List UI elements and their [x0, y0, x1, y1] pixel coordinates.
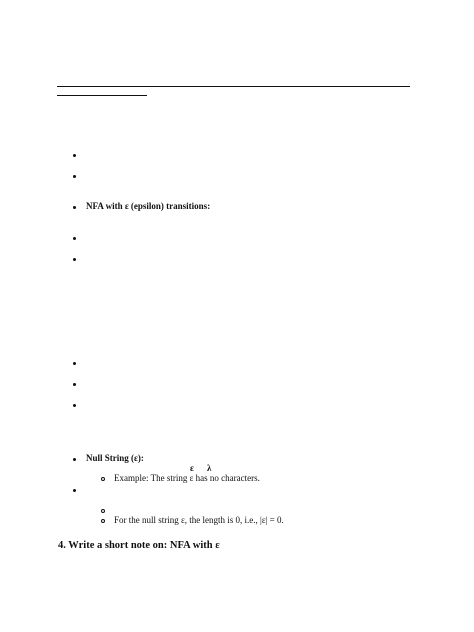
- bullet-point: [73, 404, 76, 407]
- bullet-point: [73, 175, 76, 178]
- horizontal-rule-short: [57, 95, 147, 96]
- nfa-epsilon-label: NFA with ε (epsilon) transitions:: [86, 201, 211, 211]
- bullet-point: [73, 383, 76, 386]
- sub-bullet: [101, 477, 105, 481]
- bullet-point: [73, 206, 76, 209]
- bullet-point: [73, 154, 76, 157]
- epsilon-symbol: ε: [190, 463, 194, 473]
- bullet-point: [73, 458, 76, 461]
- bullet-point: [73, 489, 76, 492]
- bullet-point: [73, 362, 76, 365]
- example-text: Example: The string ε has no characters.: [114, 473, 260, 483]
- horizontal-rule: [57, 86, 410, 87]
- bullet-point: [73, 237, 76, 240]
- sub-bullet: [101, 519, 105, 523]
- bullet-point: [73, 258, 76, 261]
- length-note-text: For the null string ε, the length is 0, i.e., |ε| = 0.: [114, 515, 284, 525]
- null-string-label: Null String (ε):: [86, 453, 144, 463]
- section-heading: 4. Write a short note on: NFA with ε: [58, 540, 220, 551]
- lambda-symbol: λ: [207, 463, 212, 473]
- sub-bullet: [101, 509, 105, 513]
